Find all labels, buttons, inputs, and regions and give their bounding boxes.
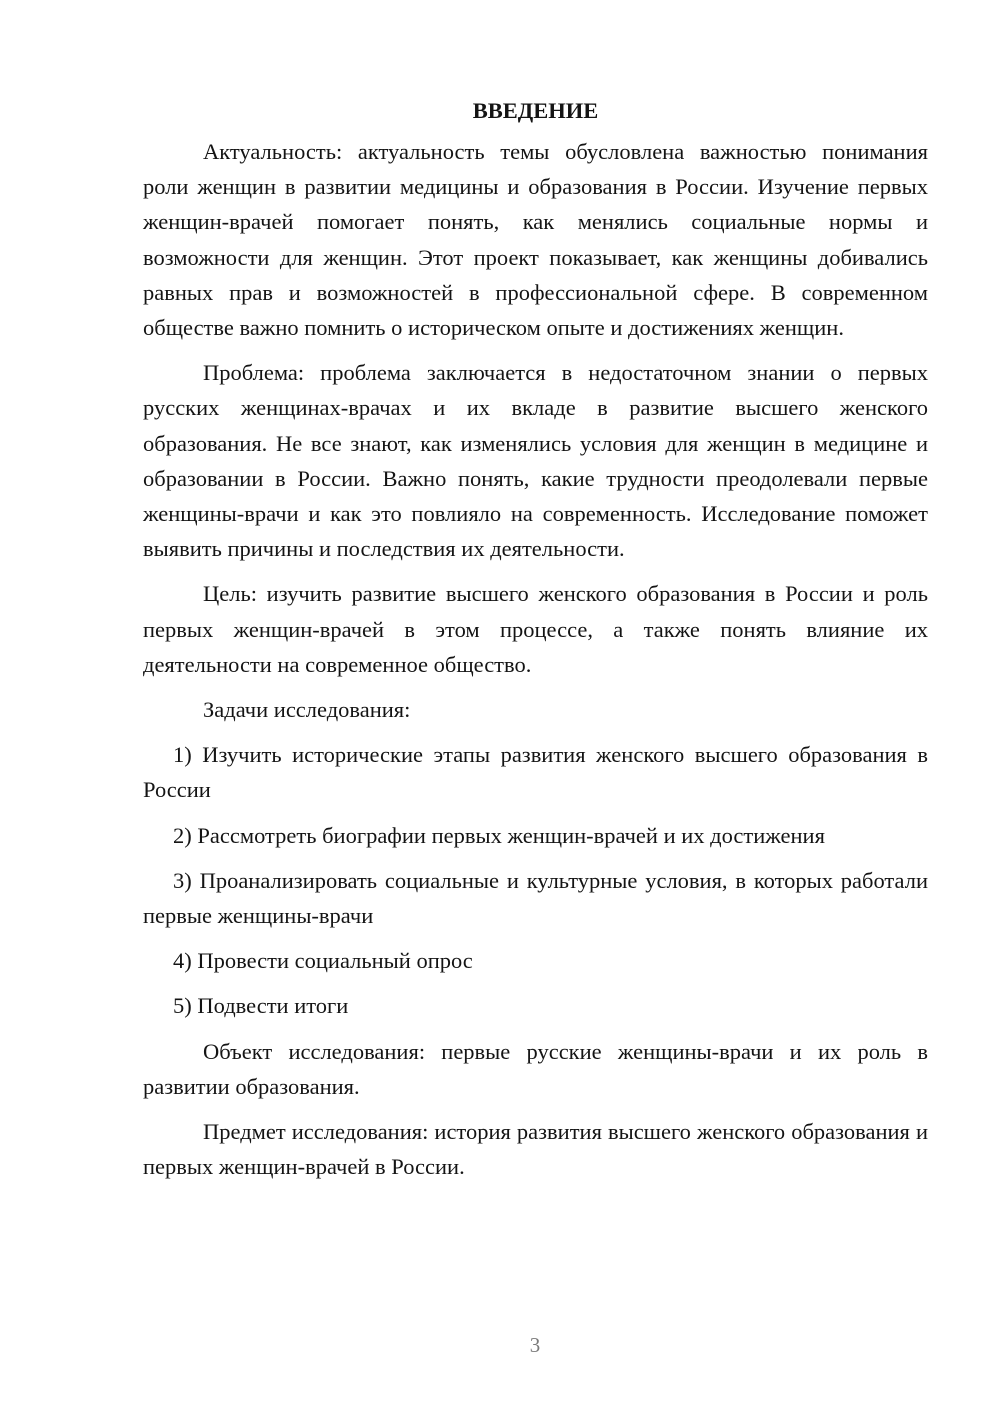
task-item-4: 4) Провести социальный опрос xyxy=(173,948,473,974)
task-item-1: 1) Изучить исторические этапы развития женского высшего образования в России xyxy=(143,742,928,803)
task-item-5: 5) Подвести итоги xyxy=(173,993,349,1019)
task-item-3: 3) Проанализировать социальные и культурные условия, в которых работали первые женщины-врачи xyxy=(143,867,928,929)
tasks-heading: Задачи исследования: xyxy=(203,697,411,723)
paragraph-object: Объект исследования: первые русские женщины-врачи и их роль в развитии образования. xyxy=(143,1038,928,1099)
paragraph-relevance: Актуальность: актуальность темы обусловлена важностью понимания роли женщин в развитии медицины и образования в России. Изучение первых женщин-врачей помогает понять, как менялись социальные нормы и возможности для женщин. Этот проект показывает, как женщины добивались равных прав и возможностей в профессиональной сфере. В современном обществе важно помнить о историческом опыте и достижениях женщин. xyxy=(143,139,928,341)
paragraph-goal: Цель: изучить развитие высшего женского образования в России и роль первых женщин-врачей в этом процессе, а также понять влияние их деятельности на современное общество. xyxy=(143,581,928,677)
page-body xyxy=(143,93,928,1194)
page-number: 3 xyxy=(529,1333,541,1357)
section-heading: ВВЕДЕНИЕ xyxy=(472,98,599,123)
task-item-2: 2) Рассмотреть биографии первых женщин-врачей и их достижения xyxy=(173,822,825,848)
paragraph-problem: Проблема: проблема заключается в недостаточном знании о первых русских женщинах-врачах и их вкладе в развитие высшего женского образования. Не все знают, как изменялись условия для женщин в медицине и образовании в России. Важно понять, какие трудности преодолевали первые женщины-врачи и как это повлияло на современность. Исследование поможет выявить причины и последствия их деятельности. xyxy=(143,360,928,562)
paragraph-subject: Предмет исследования: история развития высшего женского образования и первых женщин-врачей в России. xyxy=(143,1119,928,1180)
